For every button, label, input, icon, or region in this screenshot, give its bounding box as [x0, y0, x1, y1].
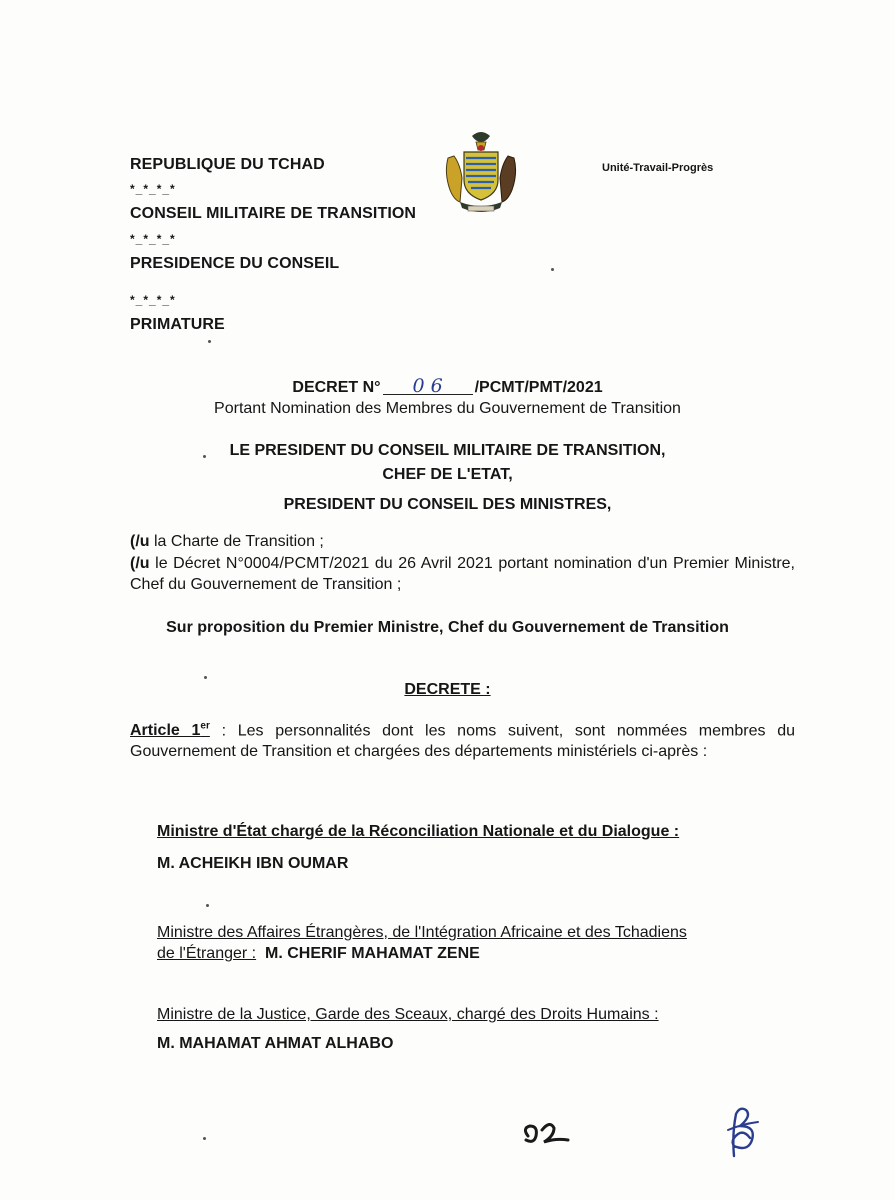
scan-speck: [203, 455, 206, 458]
minister-name: M. ACHEIKH IBN OUMAR: [157, 855, 349, 872]
visa-prefix: (/u: [130, 555, 150, 572]
minister-title: Ministre de la Justice, Garde des Sceaux, chargé des Droits Humains :: [157, 1006, 659, 1023]
scan-speck: [208, 340, 211, 343]
article-1: [130, 716, 795, 762]
minister-title: Ministre d'État chargé de la Réconciliation Nationale et du Dialogue :: [157, 823, 680, 840]
visa-text: la Charte de Transition ;: [154, 533, 324, 550]
decree-subtitle: Portant Nomination des Membres du Gouvernement de Transition: [214, 400, 681, 417]
header-motto: Unité-Travail-Progrès: [602, 162, 714, 174]
header-separator: *_*_*_*: [130, 182, 176, 196]
visa-text: le Décret N°0004/PCMT/2021 du 26 Avril 2021 portant nomination d'un Premier Ministre, Chef du Gouvernement de Transition ;: [130, 555, 795, 593]
decrete-heading: DECRETE :: [404, 681, 491, 698]
header-presidence: PRESIDENCE DU CONSEIL: [130, 255, 340, 272]
handwritten-initials: [722, 1104, 766, 1160]
header-separator: *_*_*_*: [130, 232, 176, 246]
decree-label: DECRET N°: [292, 379, 381, 396]
visa-2: [130, 553, 795, 595]
header-council: CONSEIL MILITAIRE DE TRANSITION: [130, 205, 417, 222]
decree-suffix: /PCMT/PMT/2021: [474, 379, 603, 396]
minister-title-continued: [157, 943, 797, 964]
handwritten-page-number: [520, 1118, 580, 1154]
president-line-3: PRESIDENT DU CONSEIL DES MINISTRES,: [283, 496, 612, 513]
scan-speck: [203, 1137, 206, 1140]
decree-title: [0, 375, 895, 397]
minister-title-line-2: de l'Étranger :: [157, 945, 257, 962]
coat-of-arms-emblem: [440, 128, 522, 218]
article-1-sup: er: [200, 721, 210, 732]
visa-1: [130, 531, 795, 552]
president-line-1: LE PRESIDENT DU CONSEIL MILITAIRE DE TRANSITION,: [229, 442, 666, 459]
article-1-text: : Les personnalités dont les noms suivent, sont nommées membres du Gouvernement de Transition et chargées des départements ministériels ci-après :: [130, 722, 795, 761]
visa-prefix: (/u: [130, 533, 150, 550]
header-country: REPUBLIQUE DU TCHAD: [130, 156, 325, 173]
header-separator: *_*_*_*: [130, 293, 176, 307]
scan-speck: [206, 904, 209, 907]
minister-title: Ministre des Affaires Étrangères, de l'Intégration Africaine et des Tchadiens: [157, 924, 687, 941]
proposition: Sur proposition du Premier Ministre, Chef du Gouvernement de Transition: [166, 619, 729, 636]
header-primature: PRIMATURE: [130, 316, 225, 333]
minister-name: M. CHERIF MAHAMAT ZENE: [265, 945, 480, 962]
scan-speck: [204, 676, 207, 679]
decree-number: 0 6: [383, 378, 473, 395]
minister-name: M. MAHAMAT AHMAT ALHABO: [157, 1035, 394, 1052]
article-1-label: Article 1er: [130, 721, 210, 740]
president-line-2: CHEF DE L'ETAT,: [382, 466, 513, 483]
scan-speck: [551, 268, 554, 271]
